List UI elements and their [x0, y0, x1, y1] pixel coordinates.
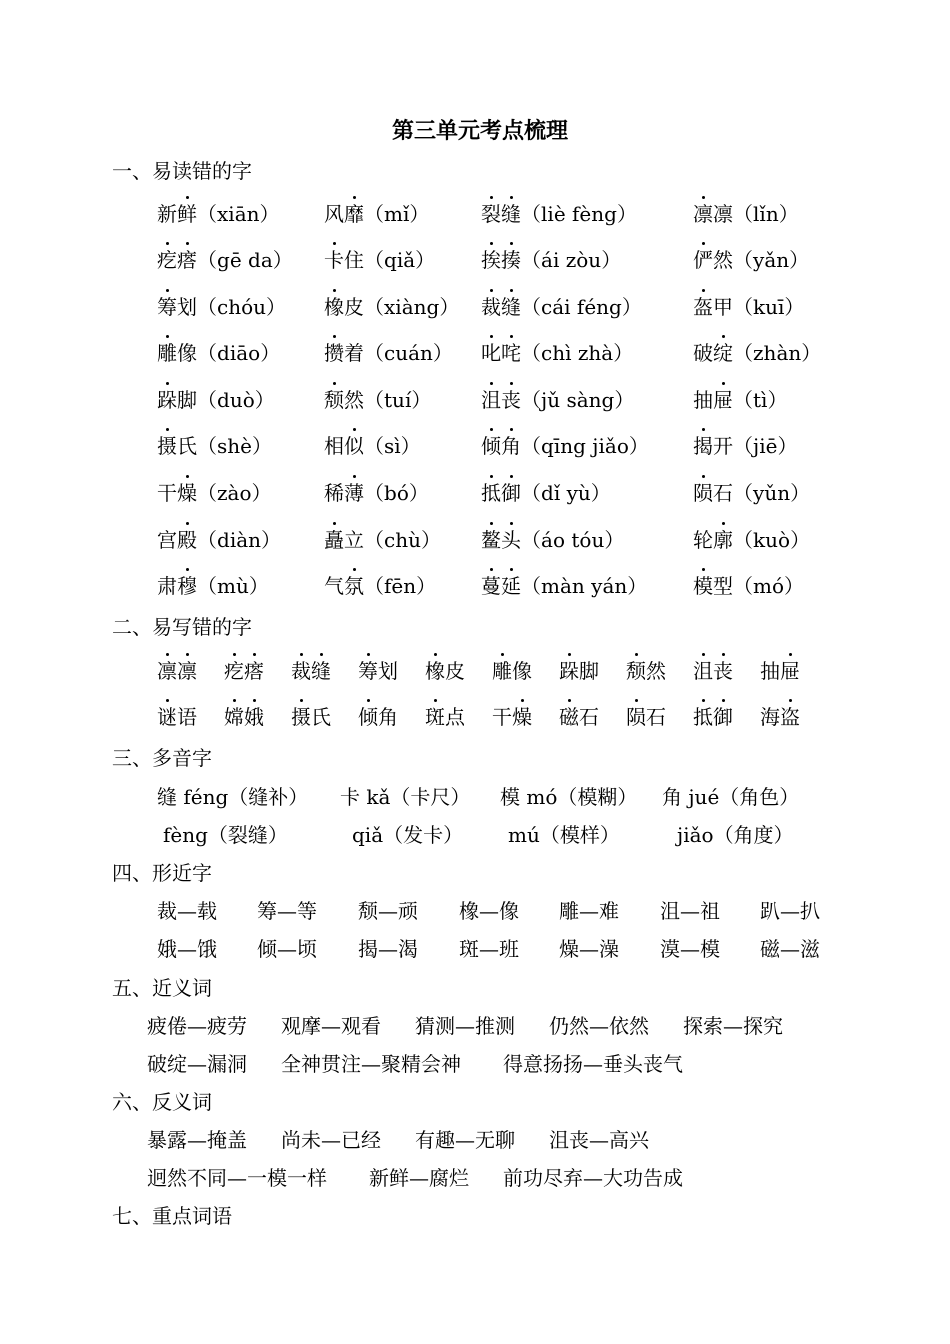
synonym-pair: 观摩—观看: [281, 1014, 381, 1038]
emphasized-char: 陨: [626, 705, 646, 729]
emphasized-char: 摄: [157, 434, 177, 458]
emphasized-char: 沮: [481, 388, 501, 412]
synonym-pair: 探索—探究: [683, 1014, 783, 1038]
emphasized-char: 沮: [693, 659, 713, 683]
synonym-pair: 得意扬扬—垂头丧气: [503, 1052, 683, 1076]
miswritten-word: 磁石: [559, 705, 599, 729]
emphasized-char: 揍: [501, 248, 521, 272]
misread-word: 跺脚（duò）: [157, 388, 275, 412]
emphasized-char: 跺: [157, 388, 177, 412]
page-title: 第三单元考点梳理: [391, 118, 568, 144]
emphasized-char: 屉: [780, 659, 800, 683]
misread-word: 凛凛（lǐn）: [693, 202, 799, 226]
similar-pair: 裁—载: [157, 899, 217, 923]
emphasized-char: 倾: [358, 705, 378, 729]
emphasized-char: 摄: [291, 705, 311, 729]
emphasized-char: 穆: [177, 574, 197, 598]
misread-word: 轮廓（kuò）: [693, 528, 811, 552]
misread-word: 颓然（tuí）: [324, 388, 432, 412]
similar-pair: 沮—祖: [660, 899, 720, 923]
miswritten-word: 颓然: [626, 659, 666, 683]
emphasized-char: 御: [713, 705, 733, 729]
miswritten-word: 跺脚: [559, 659, 599, 683]
misread-word: 风靡（mǐ）: [324, 202, 430, 226]
emphasized-char: 谜: [157, 705, 177, 729]
emphasized-char: 筹: [358, 659, 378, 683]
emphasized-char: 蔓: [481, 574, 501, 598]
synonym-pair: 疲倦—疲劳: [147, 1014, 247, 1038]
miswritten-word: 倾角: [358, 705, 398, 729]
emphasized-char: 屉: [713, 388, 733, 412]
section-heading-6: 六、反义词: [112, 1090, 212, 1114]
misread-word: 揭开（jiē）: [693, 434, 798, 458]
misread-word: 抵御（dǐ yù）: [481, 481, 611, 505]
miswritten-word: 筹划: [358, 659, 398, 683]
synonym-pair: 仍然—依然: [549, 1014, 649, 1038]
emphasized-char: 燥: [512, 705, 532, 729]
misread-word: 卡住（qiǎ）: [324, 248, 436, 272]
miswritten-word: [224, 658, 264, 684]
section-heading-7: 七、重点词语: [112, 1204, 232, 1228]
misread-word: 橡皮（xiàng）: [324, 295, 460, 319]
miswritten-word: 摄氏: [291, 705, 331, 729]
emphasized-char: 瘩: [244, 659, 264, 683]
emphasized-char: 缝: [311, 659, 331, 683]
antonym-pair: 新鲜—腐烂: [369, 1166, 469, 1190]
polyphone-item: 角 jué（角色）: [662, 785, 800, 809]
misread-word: 俨然（yǎn）: [693, 248, 810, 272]
similar-pair: 揭—渴: [358, 937, 418, 961]
emphasized-char: 氛: [344, 574, 364, 598]
emphasized-char: 凛: [177, 659, 197, 683]
emphasized-char: 盗: [780, 705, 800, 729]
synonym-pair: 全神贯注—聚精会神: [281, 1052, 461, 1076]
emphasized-char: 抵: [693, 705, 713, 729]
misread-word: 叱咤（chì zhà）: [481, 341, 634, 365]
emphasized-char: 陨: [693, 481, 713, 505]
emphasized-char: 裂: [481, 202, 501, 226]
emphasized-char: 雕: [157, 341, 177, 365]
emphasized-char: 橡: [425, 659, 445, 683]
emphasized-char: 头: [501, 528, 521, 552]
emphasized-char: 鳌: [481, 528, 501, 552]
misread-word: 宫殿（diàn）: [157, 528, 282, 552]
miswritten-word: 海盗: [760, 705, 800, 729]
similar-pair: 磁—滋: [760, 937, 820, 961]
emphasized-char: 裁: [481, 295, 501, 319]
emphasized-char: 延: [501, 574, 521, 598]
misread-word: 矗立（chù）: [324, 528, 441, 552]
emphasized-char: 绽: [713, 341, 733, 365]
emphasized-char: 疙: [157, 248, 177, 272]
section-heading-4: 四、形近字: [112, 861, 212, 885]
emphasized-char: 咤: [501, 341, 521, 365]
emphasized-char: 雕: [492, 659, 512, 683]
miswritten-word: [693, 658, 733, 684]
misread-word: 鳌头（áo tóu）: [481, 528, 625, 552]
misread-word: 蔓延（màn yán）: [481, 574, 648, 598]
emphasized-char: 燥: [177, 481, 197, 505]
emphasized-char: 娥: [244, 705, 264, 729]
misread-word: 模型（mó）: [693, 574, 805, 598]
misread-word: 筹划（chóu）: [157, 295, 287, 319]
miswritten-word: 陨石: [626, 705, 666, 729]
similar-pair: 燥—澡: [559, 937, 619, 961]
emphasized-char: 倾: [481, 434, 501, 458]
emphasized-char: 凛: [157, 659, 177, 683]
emphasized-char: 靡: [344, 202, 364, 226]
misread-word: 裂缝（liè fèng）: [481, 202, 637, 226]
polyphone-item: qiǎ（发卡）: [352, 823, 464, 847]
similar-pair: 娥—饿: [157, 937, 217, 961]
emphasized-char: 丧: [501, 388, 521, 412]
misread-word: 气氛（fēn）: [324, 574, 437, 598]
emphasized-char: 攒: [324, 341, 344, 365]
emphasized-char: 御: [501, 481, 521, 505]
emphasized-char: 叱: [481, 341, 501, 365]
misread-word: 肃穆（mù）: [157, 574, 269, 598]
misread-word: 裁缝（cái féng）: [481, 295, 642, 319]
polyphone-item: jiǎo（角度）: [677, 823, 794, 847]
synonym-pair: 猜测—推测: [415, 1014, 515, 1038]
emphasized-char: 斑: [425, 705, 445, 729]
similar-pair: 颓—顽: [358, 899, 418, 923]
misread-word: 新鲜（xiān）: [157, 202, 280, 226]
miswritten-word: [291, 658, 331, 684]
misread-word: 破绽（zhàn）: [693, 341, 822, 365]
similar-pair: 趴—扒: [760, 899, 820, 923]
misread-word: 攒着（cuán）: [324, 341, 453, 365]
emphasized-char: 薄: [344, 481, 364, 505]
miswritten-word: [224, 704, 264, 730]
similar-pair: 雕—难: [559, 899, 619, 923]
emphasized-char: 矗: [324, 528, 344, 552]
misread-word: 沮丧（jǔ sàng）: [481, 388, 635, 412]
emphasized-char: 裁: [291, 659, 311, 683]
similar-pair: 斑—班: [459, 937, 519, 961]
emphasized-char: 殿: [177, 528, 197, 552]
emphasized-char: 角: [501, 434, 521, 458]
misread-word: 干燥（zào）: [157, 481, 272, 505]
misread-word: 倾角（qīng jiǎo）: [481, 434, 649, 458]
emphasized-char: 嫦: [224, 705, 244, 729]
section-heading-3: 三、多音字: [112, 746, 212, 770]
emphasized-char: 抵: [481, 481, 501, 505]
emphasized-char: 缝: [501, 295, 521, 319]
emphasized-char: 凛: [693, 202, 713, 226]
miswritten-word: 橡皮: [425, 659, 465, 683]
antonym-pair: 有趣—无聊: [415, 1128, 515, 1152]
misread-word: 稀薄（bó）: [324, 481, 429, 505]
miswritten-word: 斑点: [425, 705, 465, 729]
emphasized-char: 似: [344, 434, 364, 458]
miswritten-word: [693, 704, 733, 730]
misread-word: 挨揍（ái zòu）: [481, 248, 622, 272]
antonym-pair: 尚未—已经: [281, 1128, 381, 1152]
emphasized-char: 廓: [713, 528, 733, 552]
emphasized-char: 瘩: [177, 248, 197, 272]
misread-word: 摄氏（shè）: [157, 434, 272, 458]
miswritten-word: 谜语: [157, 705, 197, 729]
emphasized-char: 筹: [157, 295, 177, 319]
polyphone-item: mú（模样）: [508, 823, 620, 847]
miswritten-word: 雕像: [492, 659, 532, 683]
antonym-pair: 暴露—掩盖: [147, 1128, 247, 1152]
misread-word: 抽屉（tì）: [693, 388, 788, 412]
emphasized-char: 橡: [324, 295, 344, 319]
emphasized-char: 颓: [626, 659, 646, 683]
emphasized-char: 挨: [481, 248, 501, 272]
emphasized-char: 跺: [559, 659, 579, 683]
miswritten-word: 抽屉: [760, 659, 800, 683]
polyphone-item: 模 mó（模糊）: [500, 785, 638, 809]
misread-word: 疙瘩（gē da）: [157, 248, 293, 272]
miswritten-word: 干燥: [492, 705, 532, 729]
similar-pair: 橡—像: [459, 899, 519, 923]
polyphone-item: fèng（裂缝）: [163, 823, 288, 847]
emphasized-char: 鲜: [177, 202, 197, 226]
misread-word: 盔甲（kuī）: [693, 295, 805, 319]
emphasized-char: 缝: [501, 202, 521, 226]
emphasized-char: 磁: [559, 705, 579, 729]
misread-word: 雕像（diāo）: [157, 341, 281, 365]
antonym-pair: 前功尽弃—大功告成: [503, 1166, 683, 1190]
emphasized-char: 揭: [693, 434, 713, 458]
similar-pair: 漠—模: [660, 937, 720, 961]
polyphone-item: 卡 kǎ（卡尺）: [340, 785, 471, 809]
emphasized-char: 疙: [224, 659, 244, 683]
polyphone-item: 缝 féng（缝补）: [157, 785, 309, 809]
synonym-pair: 破绽—漏洞: [147, 1052, 247, 1076]
emphasized-char: 俨: [693, 248, 713, 272]
misread-word: 相似（sì）: [324, 434, 421, 458]
antonym-pair: 迥然不同—一模一样: [147, 1166, 327, 1190]
similar-pair: 筹—等: [257, 899, 317, 923]
emphasized-char: 颓: [324, 388, 344, 412]
section-heading-1: 一、易读错的字: [112, 159, 252, 183]
section-heading-5: 五、近义词: [112, 976, 212, 1000]
emphasized-char: 卡: [324, 248, 344, 272]
antonym-pair: 沮丧—高兴: [549, 1128, 649, 1152]
section-heading-2: 二、易写错的字: [112, 615, 252, 639]
similar-pair: 倾—顷: [257, 937, 317, 961]
miswritten-word: [157, 658, 197, 684]
misread-word: 陨石（yǔn）: [693, 481, 811, 505]
emphasized-char: 盔: [693, 295, 713, 319]
emphasized-char: 模: [693, 574, 713, 598]
emphasized-char: 丧: [713, 659, 733, 683]
